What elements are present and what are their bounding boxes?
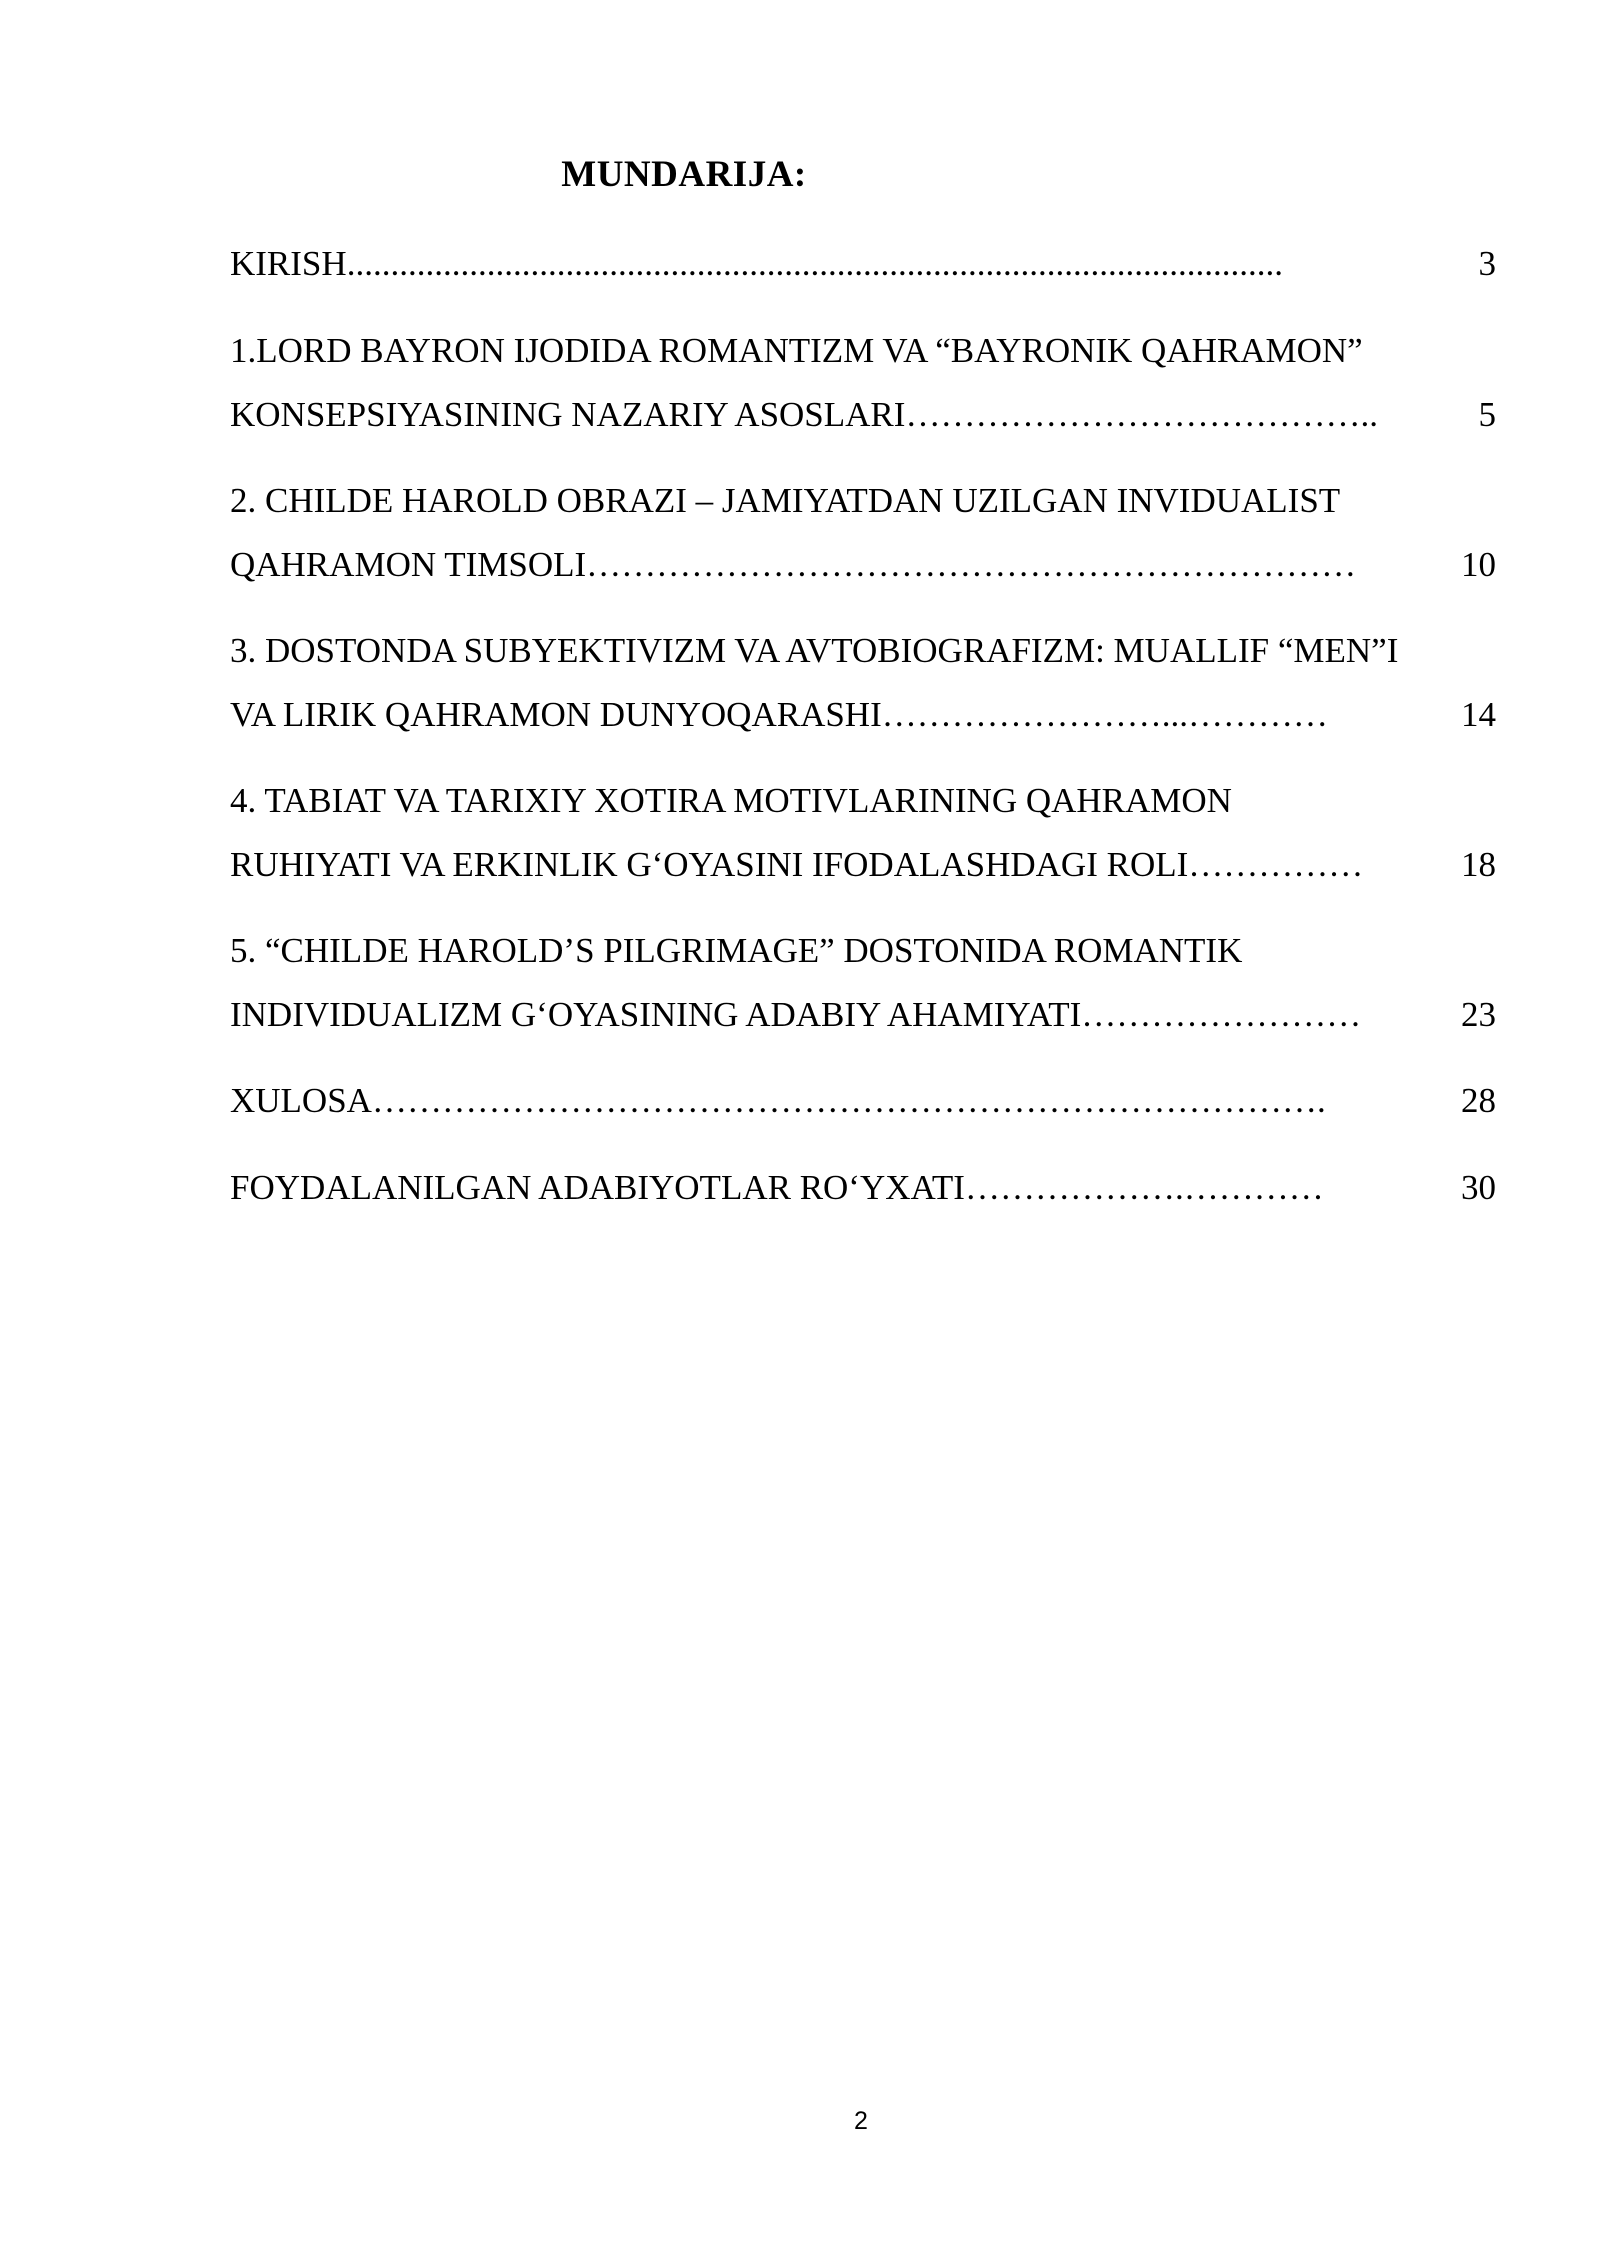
toc-leader-dots: …………………… bbox=[1081, 995, 1362, 1034]
toc-entry-references bbox=[230, 1156, 1496, 1220]
toc-entry-line bbox=[230, 683, 1496, 747]
toc-leader-dots: ……………….………… bbox=[964, 1168, 1324, 1207]
toc-leader-dots: ………………………………………………………………………. bbox=[371, 1081, 1326, 1120]
toc-entry-line bbox=[230, 1069, 1496, 1133]
toc-entry-line bbox=[230, 232, 1496, 296]
toc-entry-title: KIRISH bbox=[230, 244, 347, 283]
toc-entry-line bbox=[230, 983, 1496, 1047]
toc-page-number: 14 bbox=[1461, 695, 1496, 734]
toc-entry-line bbox=[230, 533, 1496, 597]
toc-entry-title-line1: 4. TABIAT VA TARIXIY XOTIRA MOTIVLARINING QAHRAMON bbox=[230, 781, 1232, 820]
toc-entry-title-line1: 2. CHILDE HAROLD OBRAZI – JAMIYATDAN UZILGAN INVIDUALIST bbox=[230, 481, 1341, 520]
toc-page-number: 5 bbox=[1478, 395, 1496, 434]
toc-entry-title-line1: 5. “CHILDE HAROLD’S PILGRIMAGE” DOSTONIDA ROMANTIK bbox=[230, 931, 1243, 970]
toc-page-number: 23 bbox=[1461, 995, 1496, 1034]
toc-entry-chapter-5 bbox=[230, 919, 1496, 1047]
toc-entry-line bbox=[230, 1156, 1496, 1220]
toc-entry-title-line1: 1.LORD BAYRON IJODIDA ROMANTIZM VA “BAYRONIK QAHRAMON” bbox=[230, 331, 1363, 370]
toc-leader-dots: ………………………………………………………… bbox=[586, 545, 1357, 584]
toc-leader-dots: ........................................................................................................... bbox=[346, 244, 1283, 283]
toc-entry-kirish bbox=[230, 232, 1496, 296]
toc-entry-chapter-2 bbox=[230, 469, 1496, 597]
toc-leader-dots: …………… bbox=[1188, 845, 1364, 884]
toc-entry-title-line2: KONSEPSIYASINING NAZARIY ASOSLARI bbox=[230, 395, 906, 434]
toc-entry-chapter-3 bbox=[230, 619, 1496, 747]
toc-entry-chapter-1 bbox=[230, 319, 1496, 447]
toc-leader-dots: ……………………...………… bbox=[881, 695, 1328, 734]
toc-leader-dots: ………………………………….. bbox=[905, 395, 1378, 434]
toc-entry-title-line2: RUHIYATI VA ERKINLIK G‘OYASINI IFODALASHDAGI ROLI bbox=[230, 845, 1189, 884]
toc-page-number: 18 bbox=[1461, 845, 1496, 884]
toc-page-number: 30 bbox=[1461, 1168, 1496, 1207]
toc-entry-line bbox=[230, 383, 1496, 447]
toc-entry-line bbox=[230, 833, 1496, 897]
table-of-contents bbox=[230, 232, 1496, 1243]
toc-entry-title-line2: INDIVIDUALIZM G‘OYASINING ADABIY AHAMIYATI bbox=[230, 995, 1082, 1034]
toc-entry-xulosa bbox=[230, 1069, 1496, 1133]
toc-page-number: 10 bbox=[1461, 545, 1496, 584]
toc-page-number: 28 bbox=[1461, 1081, 1496, 1120]
toc-title: MUNDARIJA: bbox=[561, 154, 807, 195]
toc-entry-title-line1: 3. DOSTONDA SUBYEKTIVIZM VA AVTOBIOGRAFIZM: MUALLIF “MEN”I bbox=[230, 631, 1399, 670]
toc-page-number: 3 bbox=[1478, 244, 1496, 283]
toc-entry-chapter-4 bbox=[230, 769, 1496, 897]
page-number: 2 bbox=[854, 2107, 868, 2135]
toc-entry-title: XULOSA bbox=[230, 1081, 372, 1120]
toc-entry-title: FOYDALANILGAN ADABIYOTLAR RO‘YXATI bbox=[230, 1168, 965, 1207]
toc-entry-title-line2: QAHRAMON TIMSOLI bbox=[230, 545, 587, 584]
toc-entry-title-line2: VA LIRIK QAHRAMON DUNYOQARASHI bbox=[230, 695, 882, 734]
